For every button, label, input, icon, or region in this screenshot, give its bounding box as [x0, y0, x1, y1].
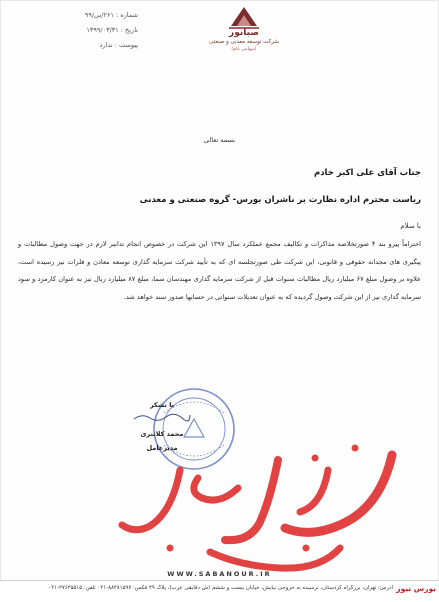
source-brand-tag: بورس نیوز: [396, 584, 436, 593]
company-logo: [199, 4, 289, 53]
signer-title: مدیرعامل: [146, 444, 178, 452]
letter-meta: [8, 8, 138, 53]
logo-subtitle: شرکت توسعه معدنی و صنعتی: [209, 39, 279, 45]
footer-address: آدرس: تهران، بزرگراه کردستان، نرسیده به خروجی نیایش، خیابان بیست و ششم (ش دقایقی عرب)، پلاک ۴۹ فکس: ۸۸۴۸۱۵۹۷-۰۲۱ تلفن: ۲۷۶۴۵۵۱۵-۰۲۱: [48, 585, 393, 591]
basmala: بسمه تعالی: [203, 136, 236, 144]
letter-number: شماره : ۲۶۱/بی/۹۹: [84, 11, 138, 19]
footer-bar: [0, 580, 439, 602]
greeting: با سلام: [400, 222, 421, 230]
signature-scribble-icon: [132, 412, 192, 422]
company-website: WWW.SABANOUR.IR: [167, 570, 272, 578]
signer-name: محمد کلانتری: [140, 430, 184, 438]
letter-date: تاریخ : ۱۳۹۹/۰۳/۳۱: [86, 26, 138, 34]
addressee: جناب آقای علی اکبر خادم: [313, 168, 421, 178]
department: ریاست محترم اداره نظارت بر ناشران بورس- گروه صنعتی و معدنی: [139, 195, 421, 205]
logo-subtitle-2: (سهامی عام): [231, 47, 257, 52]
sabanour-logo-icon: [227, 4, 261, 30]
letter-body: احتراماً پیرو بند ۴ صورتخلاصه مذاکرات و تکالیف مجمع عملکرد سال ۱۳۹۷ این شرکت در خصوص انجام تدابیر لازم در جهت وصول مطالبات و پیگیری های مجدانه حقوقی و قانونی، این شرکت طی صورتجلسه ای که به تأیید شرکت سرمایه گذاری توسعه معادن و فلزات نیز رسیده است، علاوه بر وصول مبلغ ۶۷ میلیارد ریال مطالبات سنوات قبل از شرکت سرمایه گذاری مهندسان سما، مبلغ ۸۷ میلیارد ریال نیز به عنوان کارمزد و سود سرمایه گذاری نیز از این شرکت وصول گردیده که به عنوان تعدیلات سنواتی در حسابها صدور سند خواهد شد.: [18, 240, 421, 301]
logo-name: صبانور: [229, 28, 259, 38]
closing: با تشکر: [149, 401, 175, 409]
letter-attachment: پیوست : ندارد: [99, 41, 138, 49]
boursenews-watermark-icon: [110, 430, 410, 580]
